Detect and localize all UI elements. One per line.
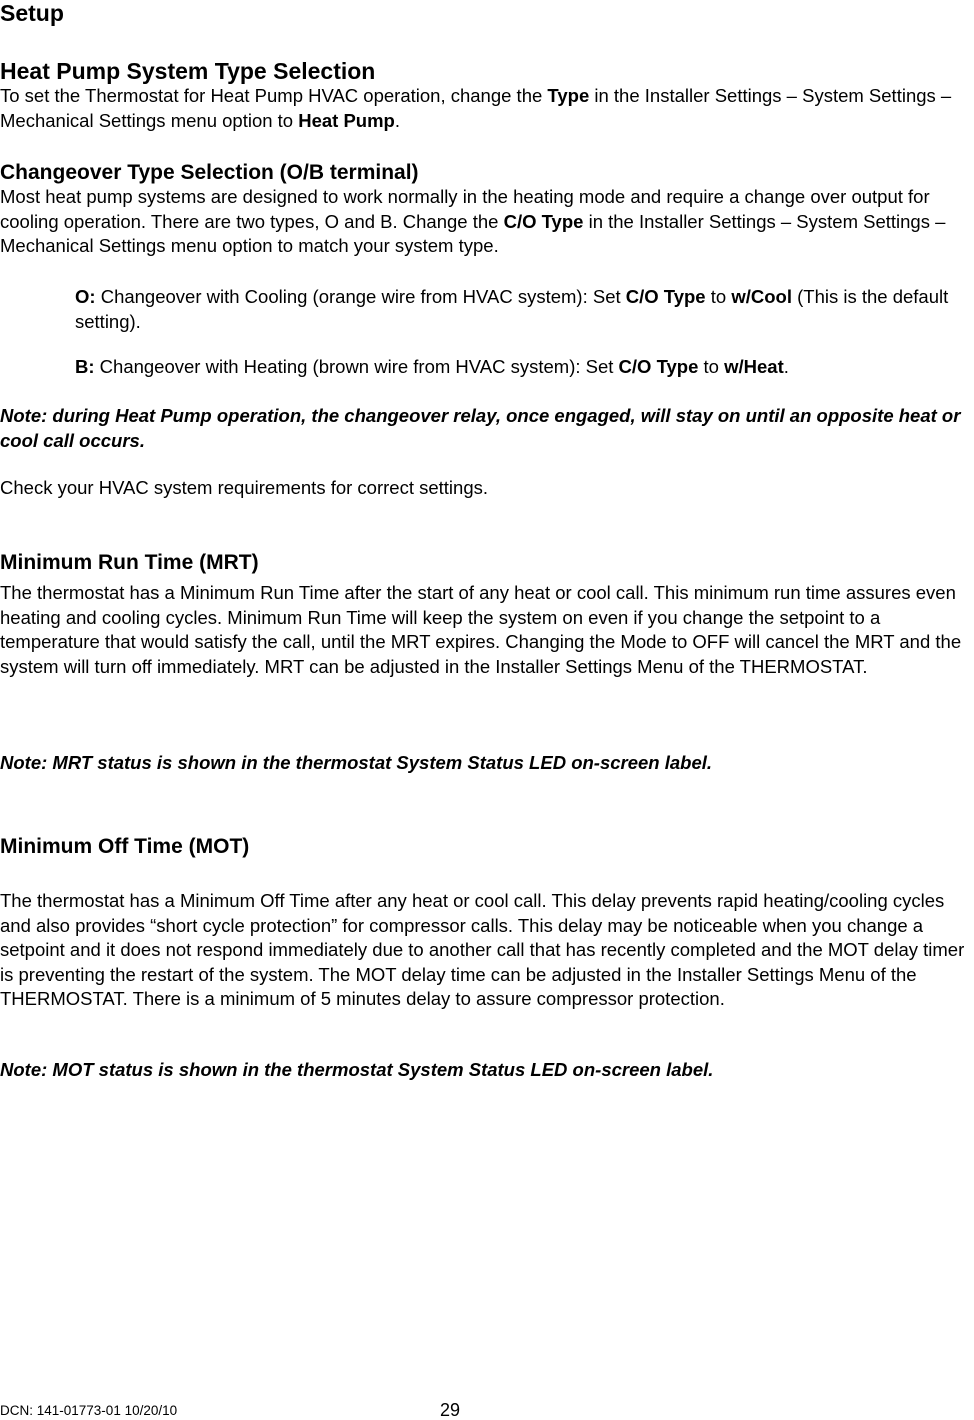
mot-note: Note: MOT status is shown in the thermostat System Status LED on-screen label. <box>0 1059 714 1080</box>
heat-pump-heading: Heat Pump System Type Selection <box>0 58 376 84</box>
mrt-section <box>0 551 974 575</box>
changeover-note: Note: during Heat Pump operation, the changeover relay, once engaged, will stay on until an opposite heat or cool call occurs. <box>0 405 961 451</box>
check-settings-block <box>0 476 974 501</box>
mrt-heading: Minimum Run Time (MRT) <box>0 551 259 574</box>
mot-section <box>0 835 974 859</box>
mrt-paragraph: The thermostat has a Minimum Run Time after the start of any heat or cool call. This minimum run time assures even heating and cooling cycles. Minimum Run Time will keep the system on even if you change the setpoint to a temperature that would satisfy the call, until the MRT expires. Changing the Mode to OFF will cancel the MRT and the system will turn off immediately. MRT can be adjusted in the Installer Settings Menu of the THERMOSTAT. <box>0 582 962 677</box>
changeover-section <box>0 161 974 259</box>
check-settings-text: Check your HVAC system requirements for correct settings. <box>0 477 489 498</box>
mot-body-block <box>0 889 974 1012</box>
footer-page-number: 29 <box>440 1400 461 1420</box>
changeover-note-block <box>0 404 974 453</box>
changeover-option-b: B: Changeover with Heating (brown wire from HVAC system): Set C/O Type to w/Heat. <box>75 356 789 377</box>
footer-dcn: DCN: 141-01773-01 10/20/10 <box>0 1403 178 1418</box>
changeover-option-o: O: Changeover with Cooling (orange wire from HVAC system): Set C/O Type to w/Cool (This is the default setting). <box>75 286 949 332</box>
page-title-block <box>0 0 974 26</box>
changeover-heading: Changeover Type Selection (O/B terminal) <box>0 161 419 184</box>
mot-heading: Minimum Off Time (MOT) <box>0 835 250 858</box>
mrt-note: Note: MRT status is shown in the thermostat System Status LED on-screen label. <box>0 752 713 773</box>
heat-pump-paragraph: To set the Thermostat for Heat Pump HVAC operation, change the Type in the Installer Settings – System Settings – Mechanical Settings menu option to Heat Pump. <box>0 85 952 131</box>
changeover-paragraph: Most heat pump systems are designed to work normally in the heating mode and require a change over output for cooling operation. There are two types, O and B. Change the C/O Type in the Installer Settings – System Settings – Mechanical Settings menu option to match your system type. <box>0 186 946 256</box>
option-b-label: B: <box>75 356 95 377</box>
mot-paragraph: The thermostat has a Minimum Off Time after any heat or cool call. This delay prevents rapid heating/cooling cycles and also provides “short cycle protection” for compressor calls. This delay may be noticeable when you change a setpoint and it does not respond immediately due to another call that has recently completed and the MOT delay timer is preventing the restart of the system. The MOT delay time can be adjusted in the Installer Settings Menu of the THERMOSTAT. There is a minimum of 5 minutes delay to assure compressor protection. <box>0 890 965 1009</box>
option-o-label: O: <box>75 286 96 307</box>
heat-pump-section <box>0 58 974 133</box>
mrt-note-block <box>0 751 974 776</box>
page-title: Setup <box>0 0 64 26</box>
mot-note-block <box>0 1058 974 1083</box>
mrt-body-block <box>0 581 974 679</box>
